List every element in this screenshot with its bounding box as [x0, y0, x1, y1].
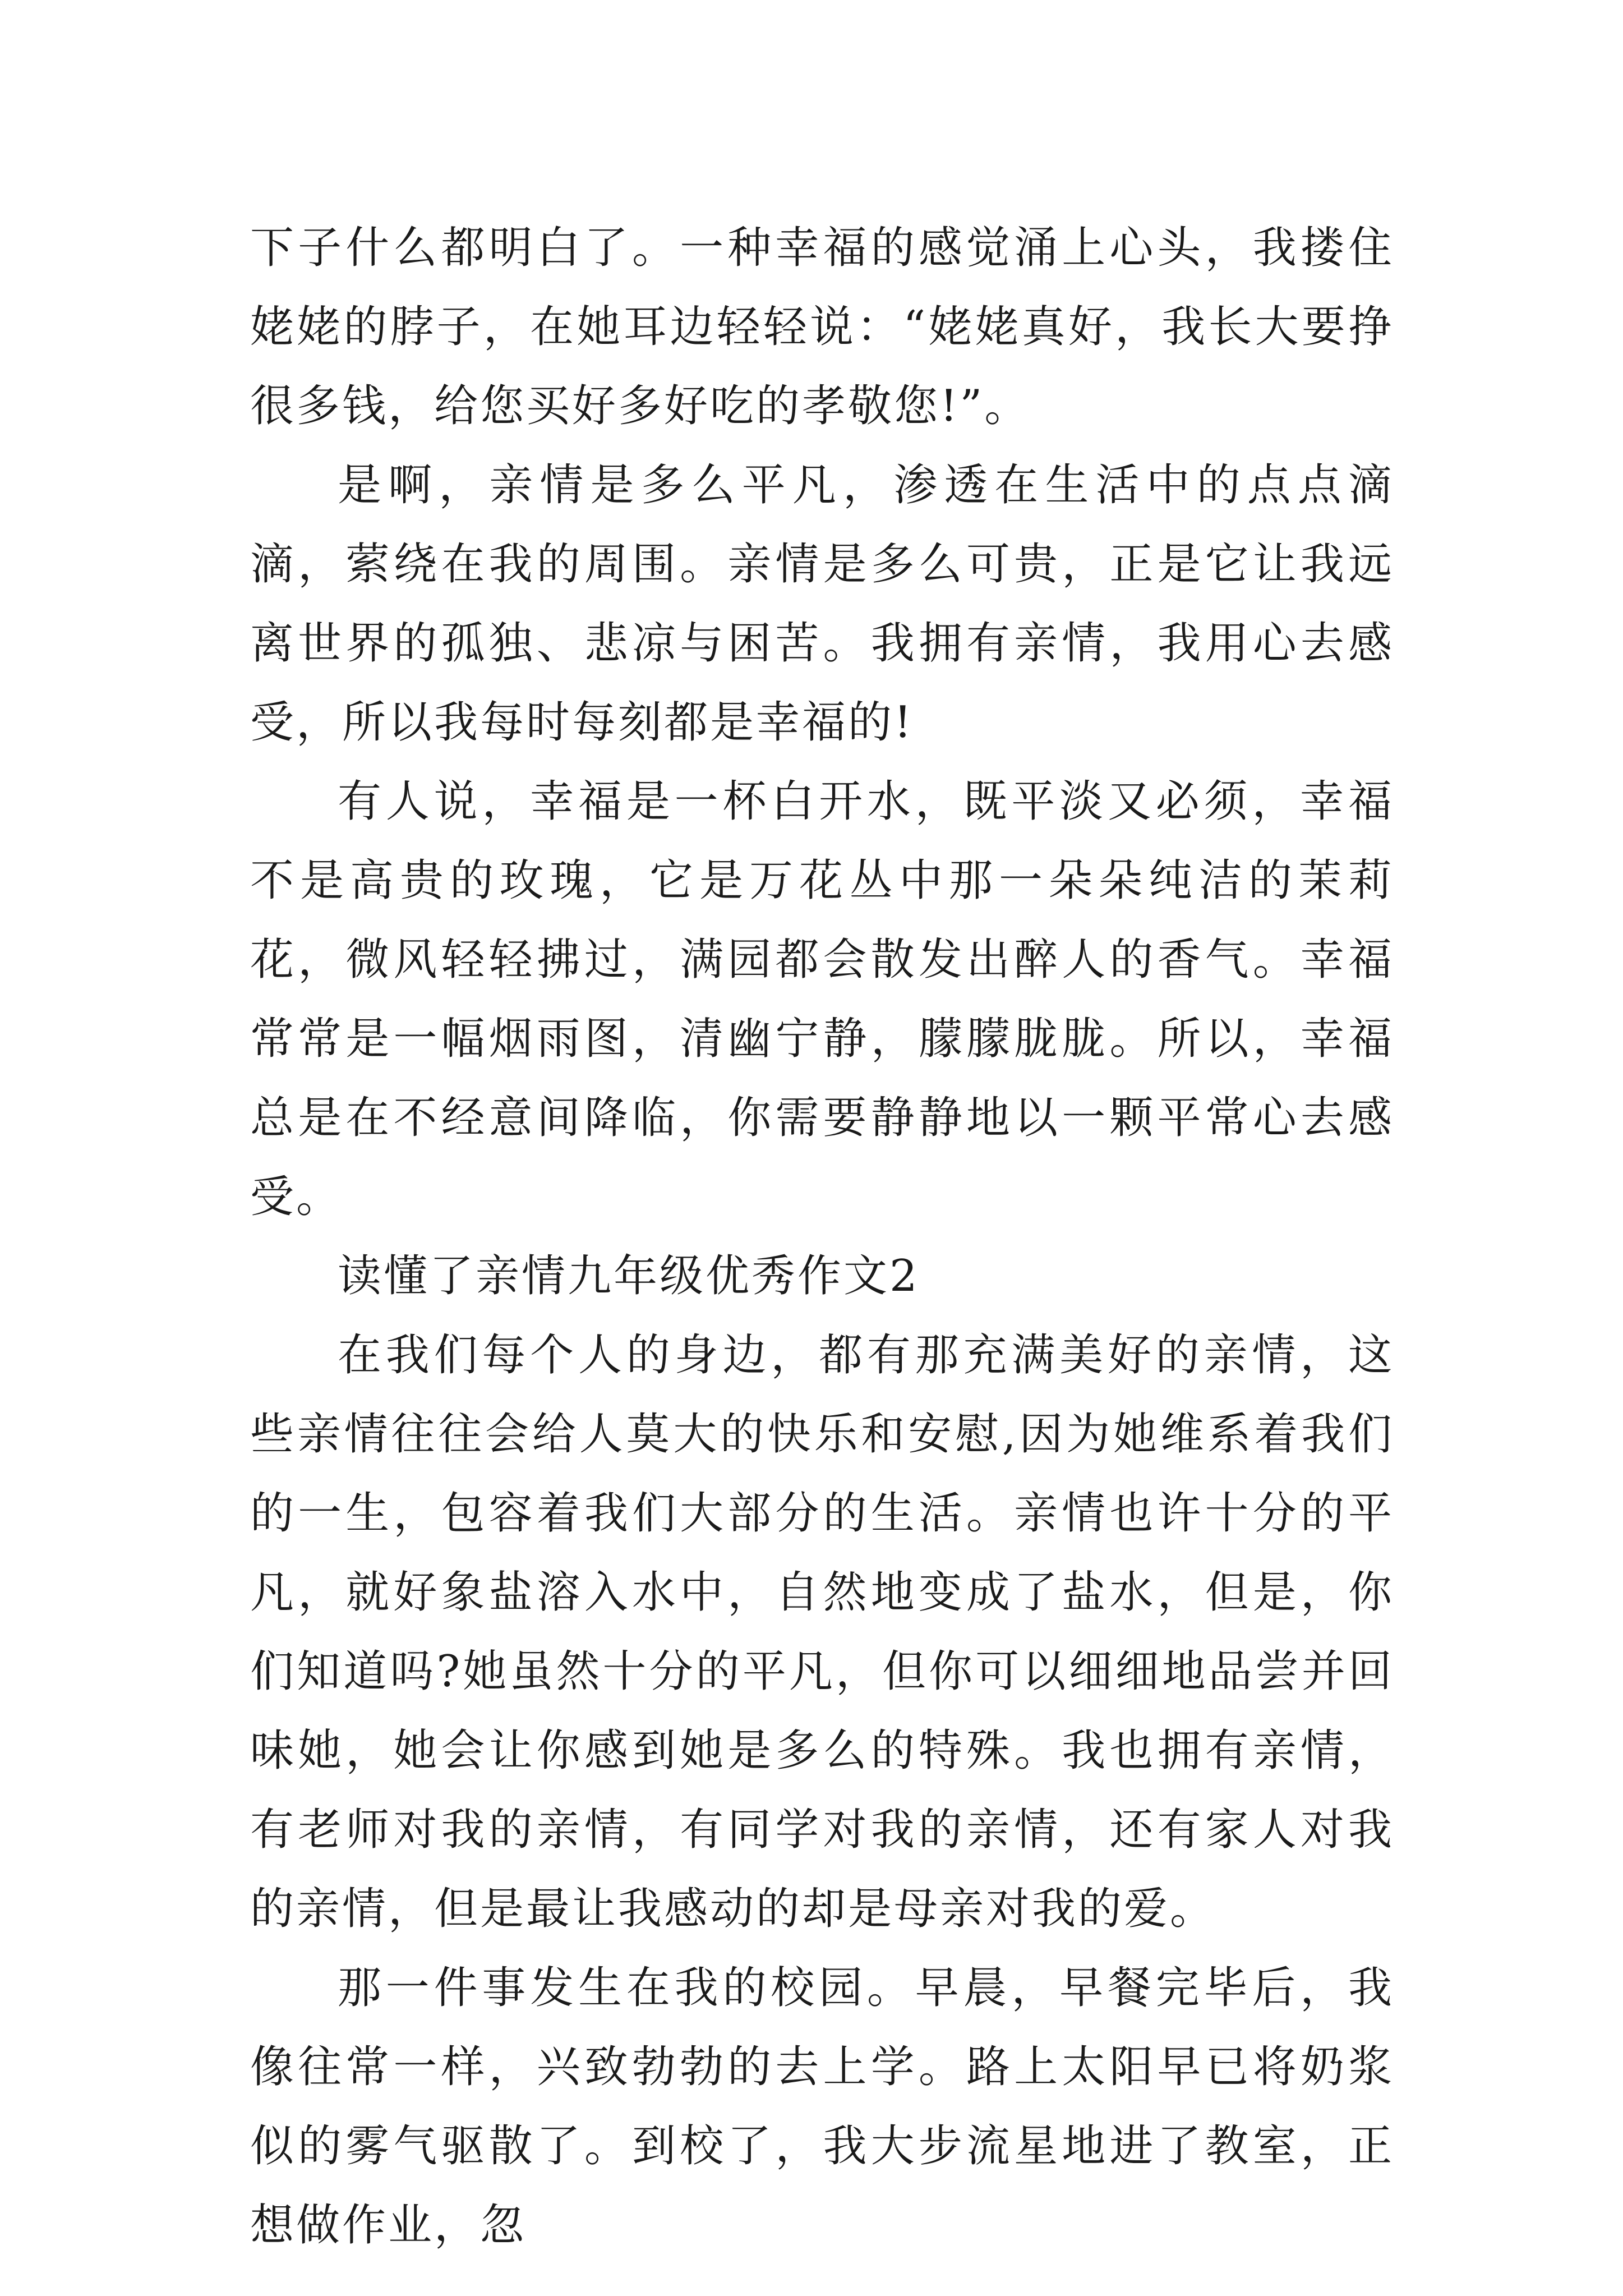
- paragraph-3: 有人说，幸福是一杯白开水，既平淡又必须，幸福不是高贵的玫瑰，它是万花丛中那一朵朵纯洁的茉莉花，微风轻轻拂过，满园都会散发出醉人的香气。幸福常常是一幅烟雨图，清幽宁静，朦朦胧胧。所以，幸福总是在不经意间降临，你需要静静地以一颗平常心去感受。: [250, 776, 1394, 1222]
- paragraph-1: 下子什么都明白了。一种幸福的感觉涌上心头，我搂住姥姥的脖子，在她耳边轻轻说：“姥姥真好，我长大要挣很多钱，给您买好多好吃的孝敬您!”。: [250, 223, 1394, 431]
- paragraph-4: 在我们每个人的身边，都有那充满美好的亲情，这些亲情往往会给人莫大的快乐和安慰,因为她维系着我们的一生，包容着我们大部分的生活。亲情也许十分的平凡，就好象盐溶入水中，自然地变成了盐水，但是，你们知道吗?她虽然十分的平凡，但你可以细细地品尝并回味她，她会让你感到她是多么的特殊。我也拥有亲情，有老师对我的亲情，有同学对我的亲情，还有家人对我的亲情，但是最让我感动的却是母亲对我的爱。: [250, 1330, 1394, 1934]
- section-heading: 读懂了亲情九年级优秀作文2: [338, 1251, 920, 1301]
- paragraph-5: 那一件事发生在我的校园。早晨，早餐完毕后，我像往常一样，兴致勃勃的去上学。路上太阳早已将奶浆似的雾气驱散了。到校了，我大步流星地进了教室，正想做作业，忽: [250, 1963, 1394, 2251]
- document-body: [250, 209, 1394, 2265]
- paragraph-2: 是啊，亲情是多么平凡，渗透在生活中的点点滴滴，萦绕在我的周围。亲情是多么可贵，正是它让我远离世界的孤独、悲凉与困苦。我拥有亲情，我用心去感受，所以我每时每刻都是幸福的!: [250, 460, 1394, 748]
